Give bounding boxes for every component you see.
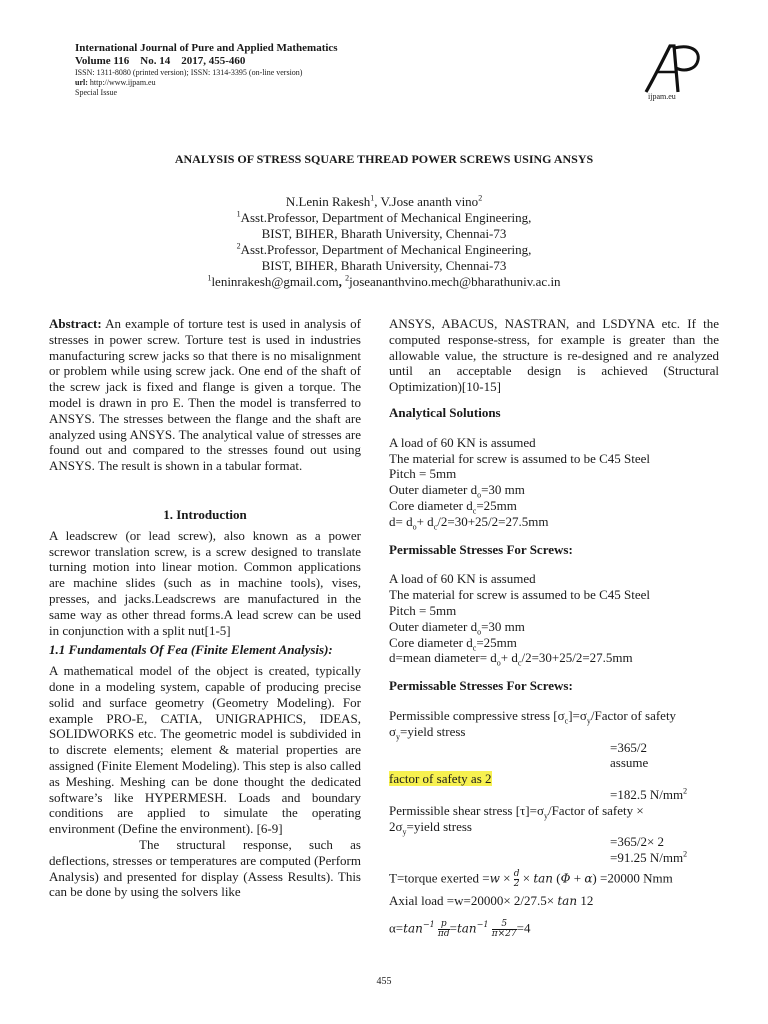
perm-line-3: Pitch = 5mm — [389, 602, 457, 618]
analytical-line-4: Outer diameter $d_o=30$ mm — [389, 482, 525, 500]
affiliation-1-line-2: BIST, BIHER, Bharath University, Chennai-73 — [261, 226, 507, 241]
left-column — [49, 316, 361, 900]
email-2[interactable]: joseananthvino.mech@bharathuniv.ac.in — [349, 274, 561, 289]
email-1[interactable]: leninrakesh@gmail.com — [211, 274, 339, 289]
permissable-heading-2: Permissable Stresses For Screws: — [389, 678, 573, 694]
torque-line: T=torque exerted =w × $\frac{d}{2}$ × tan (Φ + α) =20000 Nmm — [389, 868, 673, 889]
volume-line: Volume 116 No. 14 2017, 455-460 — [75, 55, 246, 67]
right-column — [389, 316, 719, 939]
page-number: 455 — [376, 976, 392, 987]
analytical-heading: Analytical Solutions — [389, 404, 501, 420]
author-names: N.Lenin Rakesh$^1$, V.Jose ananth vino$^2$ — [285, 193, 483, 209]
url-link[interactable]: http://www.ijpam.eu — [87, 78, 156, 87]
analytical-line-1: A load of 60 KN is assumed — [389, 434, 536, 450]
compressive-value-line: =365/2assume — [610, 739, 649, 771]
shear-stress-line: Permissible shear stress $[\tau]=\sigma_y$/Factor of safety × — [389, 802, 644, 821]
perm-line-2: The material for screw is assumed to be C45 Steel — [389, 587, 651, 603]
logo-caption: ijpam.eu — [648, 92, 676, 101]
perm-line-5: Core diameter $d_c=25mm$ — [389, 634, 517, 653]
url-label: url: — [75, 78, 88, 87]
shear-yield-line: $2\sigma_y=yield$ stress — [389, 818, 472, 837]
analytical-line-6: $d= d_o+ d_c/2=30+25/2=27.5mm$ — [389, 513, 549, 532]
compressive-result-line: =182.5 $N/mm^2$ — [610, 786, 688, 802]
introduction-text: A leadscrew (or lead screw), also known as a power screwor translation screw, is a screw designed to translate turning motion into linear motion. Common applications are machine slides (such as in machine tools), vises, presses, and jacks.Leadscrews are manufactured in the same way as other thread forms.A lead screw can be used in conjunction with a split nut[1-5] — [49, 527, 361, 638]
fea-text-2: The structural response, such as deflections, stresses or temperatures are computed (Perform Analysis) and presented for display (Assess Results). This can be done by using the solvers like — [49, 836, 361, 900]
affiliation-2-line-2: BIST, BIHER, Bharath University, Chennai-73 — [261, 258, 507, 273]
analytical-line-2: The material for screw is assumed to be C45 Steel — [389, 450, 651, 466]
journal-name: International Journal of Pure and Applied Mathematics — [75, 42, 338, 54]
analytical-line-5: Core diameter $d_c=25mm$ — [389, 497, 517, 516]
journal-header — [75, 42, 635, 98]
continued-text: ANSYS, ABACUS, NASTRAN, and LSDYNA etc. If the computed response-stress, for example is greater than the allowable value, the structure is re-designed and re analyzed until an acceptable design is achieved (Structural Optimization)[10-15] — [389, 316, 719, 395]
abstract: Abstract: An example of torture test is used in analysis of stresses in power screw. Torture test is used in industries manufacturing screw jacks so that there is no misalignment or problem while using screw jack. One end of the shaft of the screw jack is fixed and flange is given a torque. The model is drawn in pro E. Then the model is transferred to ANSYS. The stresses between the flange and the shaft are analyzed using ANSYS. The analytical value of stresses are found out and compared to the stresses found out using ANSYS. The result is shown in a tabular format. — [49, 316, 361, 474]
permissable-heading-1: Permissable Stresses For Screws: — [389, 541, 573, 557]
shear-result-line: =91.25 $N/mm^2$ — [610, 849, 688, 866]
introduction-heading: 1. Introduction — [163, 506, 247, 522]
highlighted-text: factor of safety as 2 — [389, 771, 492, 787]
axial-load-line: Axial load =w=20000× 2/27.5× tan 12 — [389, 892, 594, 908]
ijpam-logo — [640, 42, 706, 108]
shear-value-line: =365/2× 2 — [610, 834, 665, 850]
paper-title: ANALYSIS OF STRESS SQUARE THREAD POWER SCREWS USING ANSYS — [174, 152, 594, 166]
analytical-line-3: Pitch = 5mm — [389, 466, 457, 482]
url-line — [75, 78, 635, 88]
issn-line: ISSN: 1311-8080 (printed version); ISSN: 1314-3395 (on-line version) — [75, 68, 303, 77]
compressive-stress-line: Permissible compressive stress $[\sigma_c]=\sigma_y$/Factor of safety — [389, 707, 677, 726]
abstract-label: Abstract: — [49, 316, 102, 331]
perm-line-1: A load of 60 KN is assumed — [389, 571, 536, 587]
yield-stress-line: $\sigma_y=yield$ stress — [389, 723, 466, 742]
factor-of-safety-line — [389, 771, 719, 787]
affiliation-2: $^2$Asst.Professor, Department of Mechanical Engineering, — [236, 241, 532, 257]
fea-heading: 1.1 Fundamentals Of Fea (Finite Element Analysis): — [49, 642, 333, 658]
author-block — [0, 194, 768, 290]
special-issue: Special Issue — [75, 88, 117, 97]
fea-text: A mathematical model of the object is created, typically done in a modeling system, capable of producing precise solid and surface geometry (Geometry Modeling). For example PRO-E, CATIA, UNIGRAPHICS, IDEAS, SOLIDWORKS etc. The geometric model is subdivided in to discrete elements; element & material properties are assigned (Finite Element Modeling). This step is also called as Meshing. Meshing can be done thought the dedicated software’s like HYPERMESH. Loads and boundary conditions are applied to simulate the operating environment (Define the environment). [6-9] — [49, 663, 361, 837]
perm-line-6: d=mean diameter= $d_o+ d_c/2=30+25/2=27.5mm$ — [389, 650, 633, 668]
alpha-line: $\alpha=\tan^{-1}$ $\frac{p}{\pi d}$ $=\tan^{-1}$ $\frac{5}{\pi\times 27}$ =4 — [389, 918, 531, 939]
ap-logo-icon — [640, 42, 706, 94]
perm-line-4: Outer diameter $d_o=30$ mm — [389, 618, 525, 637]
affiliation-1: $^1$Asst.Professor, Department of Mechanical Engineering, — [236, 209, 532, 225]
author-emails: $^1$leninrakesh@gmail.com, $^2$joseananthvino.mech@bharathuniv.ac.in — [207, 273, 561, 289]
